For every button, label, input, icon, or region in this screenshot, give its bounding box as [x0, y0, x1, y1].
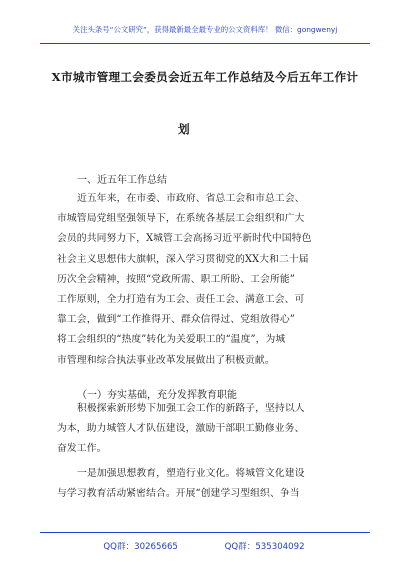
- paragraph-line: 将工会组织的“热度”转化为关爱职工的“温度”，为城: [57, 334, 286, 346]
- footer-qq-group-1: QQ群：30265665: [103, 542, 178, 552]
- footer-qq-group-2: QQ群：535304092: [224, 542, 305, 552]
- header-divider: [40, 43, 370, 44]
- paragraph-line: 为本，助力城管人才队伍建设，激励干部职工勤修业务、: [57, 423, 305, 435]
- paragraph-line: 历次全会精神，按照“党政所需、职工所盼、工会所能”: [57, 273, 295, 285]
- document-title-line-2: 划: [178, 122, 190, 136]
- paragraph-line: 社会主义思想伟大旗帜，深入学习贯彻党的XX大和二十届: [57, 253, 309, 265]
- paragraph-line: 市管理和综合执法事业改革发展做出了积极贡献。: [57, 354, 275, 366]
- paragraph-line: 近五年来，在市委、市政府、省总工会和市总工会、: [77, 193, 305, 204]
- subsection-heading: （一）夯实基础，充分发挥教育职能: [77, 390, 237, 401]
- paragraph-line: 奋发工作。: [57, 443, 107, 455]
- paragraph-line: 一是加强思想教育，塑造行业文化。将城管文化建设: [77, 468, 305, 479]
- paragraph-summary: [57, 189, 377, 371]
- section-heading: 一、近五年工作总结: [77, 175, 167, 186]
- paragraph-line: 工作原则，全力打造有为工会、责任工会、满意工会、可: [57, 293, 305, 305]
- paragraph-education: [57, 399, 377, 460]
- header-promo-text: 关注头条号“公文研究”，获得最新最全最专业的公文资料库！ 微信：gongwenyj: [72, 25, 338, 34]
- paragraph-ideology: [57, 464, 377, 504]
- paragraph-line: 与学习教育活动紧密结合。开展“创建学习型组织、争当: [57, 488, 300, 500]
- paragraph-line: 市城管局党组坚强领导下，在系统各基层工会组织和广大: [57, 213, 305, 225]
- paragraph-line: 靠工会，做到“工作推得开、群众信得过、党组放得心”: [57, 314, 295, 326]
- footer-contact: [0, 540, 408, 552]
- footer-divider: [40, 532, 370, 533]
- document-title-line-1: X市城市管理工会委员会近五年工作总结及今后五年工作计: [51, 70, 359, 84]
- paragraph-line: 会员的共同努力下，X城管工会高扬习近平新时代中国特色: [57, 233, 312, 245]
- paragraph-line: 积极探索新形势下加强工会工作的新路子，坚持以人: [77, 403, 305, 414]
